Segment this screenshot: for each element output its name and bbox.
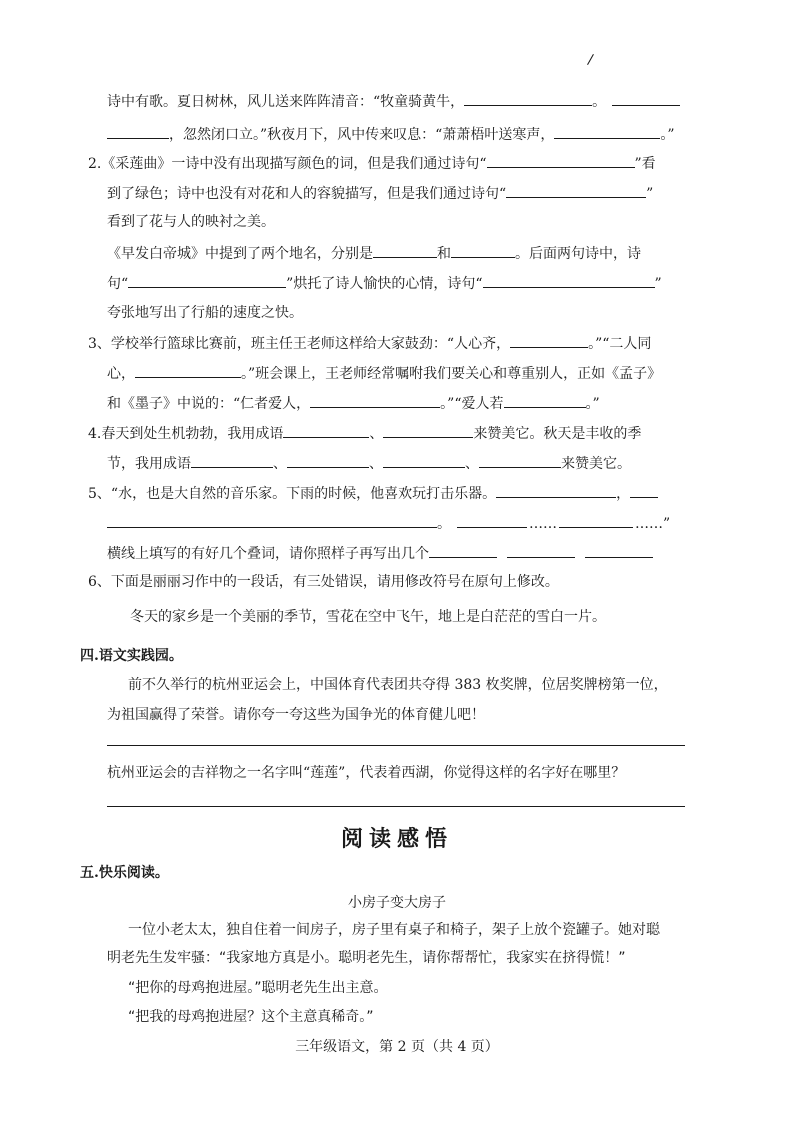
blank[interactable]: [630, 483, 658, 498]
story-title: 小房子变大房子: [348, 895, 446, 911]
blank[interactable]: [510, 333, 588, 348]
q3-p5-line-3: 横线上填写的有好几个叠词，请你照样子再写出几个: [107, 543, 653, 564]
blank[interactable]: [191, 453, 273, 468]
blank[interactable]: [507, 543, 575, 558]
answer-line[interactable]: [107, 806, 685, 807]
blank[interactable]: [283, 423, 369, 438]
blank[interactable]: [310, 393, 440, 408]
q4-para1-line-1: 前不久举行的杭州亚运会上，中国体育代表团共夺得 383 枚奖牌，位居奖牌榜第一位，: [128, 677, 668, 693]
blank[interactable]: [506, 183, 646, 198]
blank[interactable]: [483, 273, 655, 288]
blank[interactable]: [128, 273, 286, 288]
blank[interactable]: [464, 91, 592, 106]
q3-line-2: ，忽然闭口立。”秋夜月下，风中传来叹息：“萧萧梧叶送寒声， 。”: [107, 124, 675, 145]
pen-mark: /: [586, 51, 595, 69]
blank[interactable]: [383, 423, 473, 438]
q4-para1-line-2: 为祖国赢得了荣誉。请你夸一夸这些为国争光的体育健儿吧！: [107, 707, 485, 723]
q5-heading: 五.快乐阅读。: [80, 865, 169, 881]
story-line-4: “把我的母鸡抱进屋？这个主意真稀奇。”: [128, 1009, 374, 1025]
q3-p3-line-1: 3、学校举行篮球比赛前，班主任王老师这样给大家鼓劲：“人心齐， 。”“二人同: [88, 333, 651, 354]
story-line-3: “把你的母鸡抱进屋。”聪明老先生出主意。: [128, 980, 388, 996]
blank[interactable]: [373, 243, 437, 258]
blank[interactable]: [554, 124, 660, 139]
story-line-1: 一位小老太太，独自住着一间房子，房子里有桌子和椅子，架子上放个瓷罐子。她对聪: [128, 922, 660, 938]
story-line-2: 明老先生发牢骚：“我家地方真是小。聪明老先生，请你帮帮忙，我家实在挤得慌！”: [107, 950, 626, 966]
blank[interactable]: [457, 513, 527, 528]
blank[interactable]: [612, 91, 680, 106]
blank[interactable]: [287, 453, 369, 468]
section-title: 阅读感悟: [340, 826, 453, 852]
blank[interactable]: [429, 543, 497, 558]
blank[interactable]: [559, 513, 633, 528]
q3-p2-line-2: 到了绿色；诗中也没有对花和人的容貌描写，但是我们通过诗句“ ”: [107, 183, 653, 204]
q3-p2-line-6: 夸张地写出了行船的速度之快。: [107, 305, 303, 321]
q4-para2: 杭州亚运会的吉祥物之一名字叫“莲莲”，代表着西湖，你觉得这样的名字好在哪里？: [107, 765, 626, 781]
q3-p2-line-5: 句“ ”烘托了诗人愉快的心情，诗句“ ”: [107, 273, 662, 294]
q3-p4-line-2: 节，我用成语 、 、 、 来赞美它。: [107, 453, 631, 474]
q4-heading: 四.语文实践园。: [80, 648, 183, 664]
q3-p4-line-1: 4.春天到处生机勃勃，我用成语 、 来赞美它。秋天是丰收的季: [88, 423, 641, 444]
answer-line[interactable]: [107, 745, 685, 746]
blank[interactable]: [383, 453, 465, 468]
q3-p3-line-2: 心， 。”班会课上，王老师经常嘱咐我们要关心和尊重别人，正如《孟子》: [107, 363, 661, 384]
blank[interactable]: [107, 513, 437, 528]
q3-p5-line-1: 5、“水，也是大自然的音乐家。下雨的时候，他喜欢玩打击乐器。 ，: [88, 483, 658, 504]
q3-line-1: 诗中有歌。夏日树林，风儿送来阵阵清音：“牧童骑黄牛， 。: [107, 91, 680, 112]
page-footer: 三年级语文，第 2 页（共 4 页）: [295, 1039, 499, 1055]
q3-p2-line-3: 看到了花与人的映衬之美。: [107, 214, 275, 230]
q3-p5-line-2: 。 …… ……”: [107, 513, 672, 534]
blank[interactable]: [504, 393, 586, 408]
blank[interactable]: [479, 453, 561, 468]
q3-p2-line-1: 2.《采莲曲》一诗中没有出现描写颜色的词，但是我们通过诗句“ ”看: [88, 153, 656, 174]
q3-p2-line-4: 《早发白帝城》中提到了两个地名，分别是 和 。后面两句诗中，诗: [107, 243, 641, 264]
q3-p6-quote[interactable]: 冬天的家乡是一个美丽的季节，雪花在空中飞午，地上是白茫茫的雪白一片。: [130, 609, 606, 625]
q3-p6-line-1: 6、下面是丽丽习作中的一段话，有三处错误，请用修改符号在原句上修改。: [88, 574, 559, 590]
blank[interactable]: [487, 153, 635, 168]
blank[interactable]: [135, 363, 241, 378]
blank[interactable]: [107, 124, 169, 139]
q3-p3-line-3: 和《墨子》中说的：“仁者爱人， 。”“爱人若 。”: [107, 393, 600, 414]
blank[interactable]: [496, 483, 616, 498]
blank[interactable]: [451, 243, 515, 258]
blank[interactable]: [585, 543, 653, 558]
